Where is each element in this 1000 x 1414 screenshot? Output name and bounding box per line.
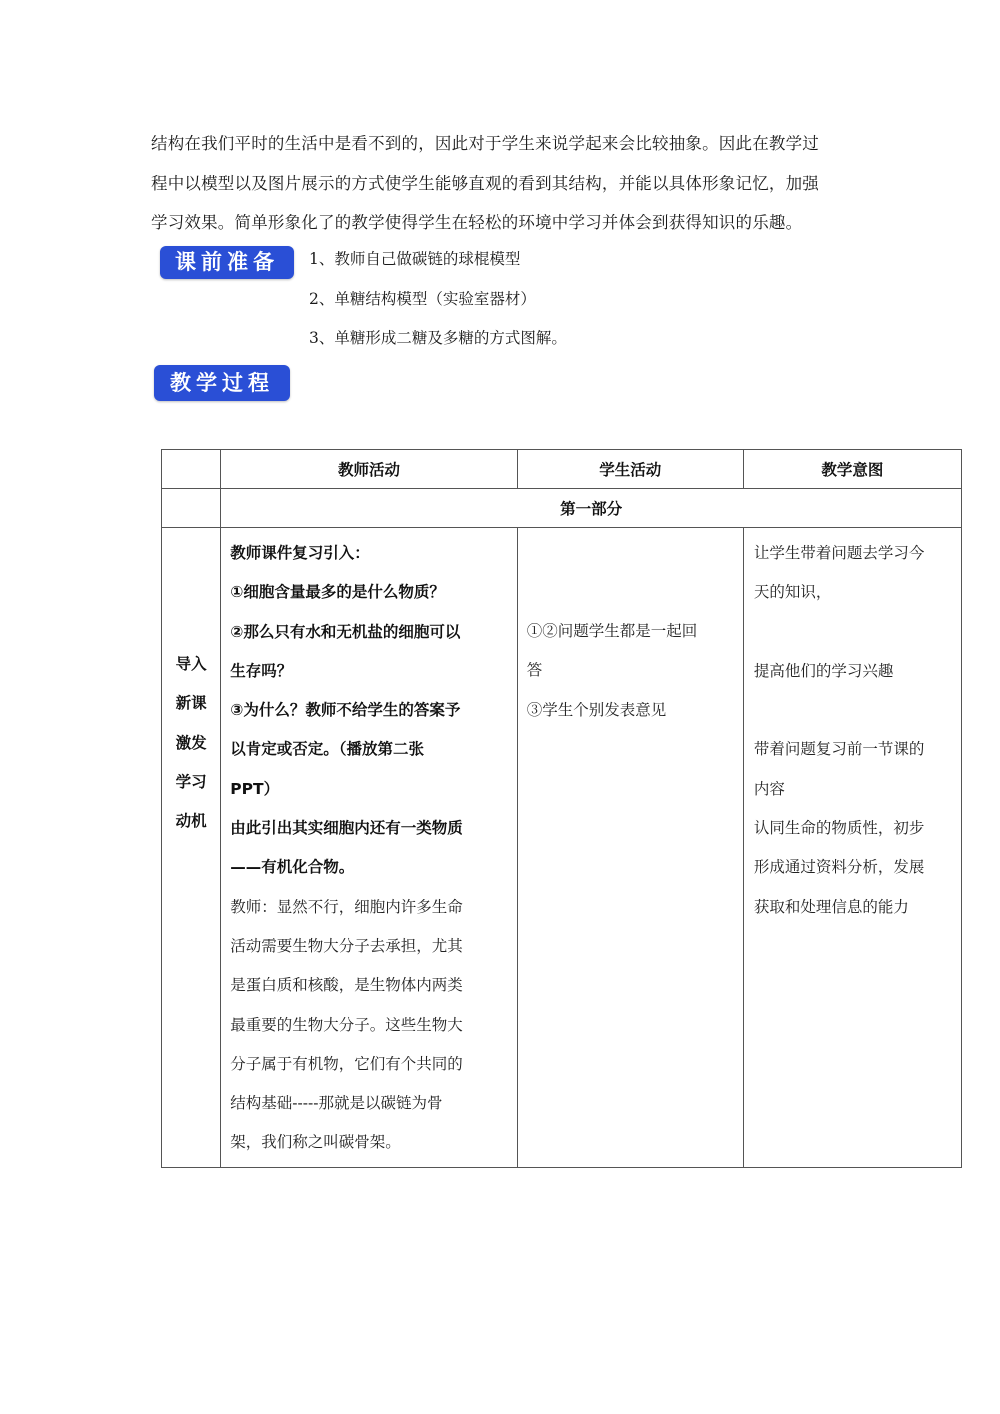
stage-line: 动机 — [175, 812, 207, 831]
prep-item: 1、教师自己做碳链的球棍模型 — [309, 250, 521, 268]
intent-line: 天的知识， — [753, 583, 832, 602]
intent-line: 认同生命的物质性，初步 — [753, 819, 925, 838]
section-title: 第一部分 — [221, 489, 962, 528]
teacher-activity-cell — [221, 528, 517, 1168]
intro-paragraph — [151, 124, 871, 243]
header-student-activity: 学生活动 — [517, 450, 743, 489]
header-teaching-intent: 教学意图 — [743, 450, 961, 489]
teacher-line: ①细胞含量最多的是什么物质？ — [230, 583, 445, 602]
student-line: ①②问题学生都是一起回 — [526, 622, 698, 640]
student-line: 答 — [526, 661, 543, 680]
intent-line — [754, 691, 953, 730]
table-row — [162, 528, 962, 1168]
teacher-line: 生存吗？ — [230, 661, 293, 680]
stage-line: 新课 — [175, 694, 207, 713]
intent-line — [754, 613, 953, 652]
teaching-intent-cell — [743, 528, 961, 1168]
teacher-line: 分子属于有机物，它们有个共同的 — [230, 1054, 463, 1073]
teacher-line: ③为什么？教师不给学生的答案予 — [230, 701, 461, 720]
stage-line: 学习 — [175, 772, 207, 791]
teacher-line: 教师课件复习引入： — [230, 544, 370, 562]
intent-line: 获取和处理信息的能力 — [753, 897, 909, 916]
student-line: ③学生个别发表意见 — [526, 700, 667, 719]
table-section-row — [162, 489, 962, 528]
teacher-line: PPT） — [230, 779, 280, 798]
teacher-line: ——有机化合物。 — [230, 858, 355, 877]
intent-line: 内容 — [753, 779, 785, 798]
teacher-line: 教师：显然不行，细胞内许多生命 — [230, 897, 463, 916]
teacher-line: 活动需要生物大分子去承担，尤其 — [230, 936, 463, 955]
prep-list — [309, 240, 567, 359]
teacher-line: 以肯定或否定。（播放第二张 — [230, 740, 425, 759]
teacher-line: ②那么只有水和无机盐的细胞可以 — [230, 622, 461, 641]
intro-line: 学习效果。简单形象化了的教学使得学生在轻松的环境中学习并体会到获得知识的乐趣。 — [151, 213, 803, 232]
lesson-plan-table — [161, 449, 962, 1168]
prep-section-badge: 课前准备 — [160, 246, 294, 279]
intent-line: 让学生带着问题去学习今 — [753, 544, 925, 562]
teacher-line: 结构基础-----那就是以碳链为骨 — [230, 1094, 443, 1113]
intent-line: 带着问题复习前一节课的 — [753, 740, 925, 759]
header-stage — [162, 450, 221, 489]
intro-line: 结构在我们平时的生活中是看不到的，因此对于学生来说学起来会比较抽象。因此在教学过 — [151, 134, 819, 153]
stage-cell — [162, 528, 221, 1168]
process-section-badge: 教学过程 — [154, 365, 290, 401]
teacher-line: 最重要的生物大分子。这些生物大 — [230, 1015, 463, 1034]
table-header-row — [162, 450, 962, 489]
student-activity-cell — [517, 528, 743, 1168]
teacher-line: 架，我们称之叫碳骨架。 — [230, 1133, 401, 1152]
stage-line: 激发 — [175, 733, 207, 752]
stage-line: 导入 — [175, 655, 207, 673]
prep-item: 3、单糖形成二糖及多糖的方式图解。 — [309, 329, 567, 347]
header-teacher-activity: 教师活动 — [221, 450, 517, 489]
teacher-line: 由此引出其实细胞内还有一类物质 — [230, 819, 463, 838]
teacher-line: 是蛋白质和核酸，是生物体内两类 — [230, 976, 463, 995]
intro-line: 程中以模型以及图片展示的方式使学生能够直观的看到其结构，并能以具体形象记忆，加强 — [151, 173, 819, 193]
intent-line: 形成通过资料分析，发展 — [753, 858, 925, 877]
prep-item: 2、单糖结构模型（实验室器材） — [309, 289, 536, 308]
intent-line: 提高他们的学习兴趣 — [753, 661, 894, 680]
section-empty-cell — [162, 489, 221, 528]
